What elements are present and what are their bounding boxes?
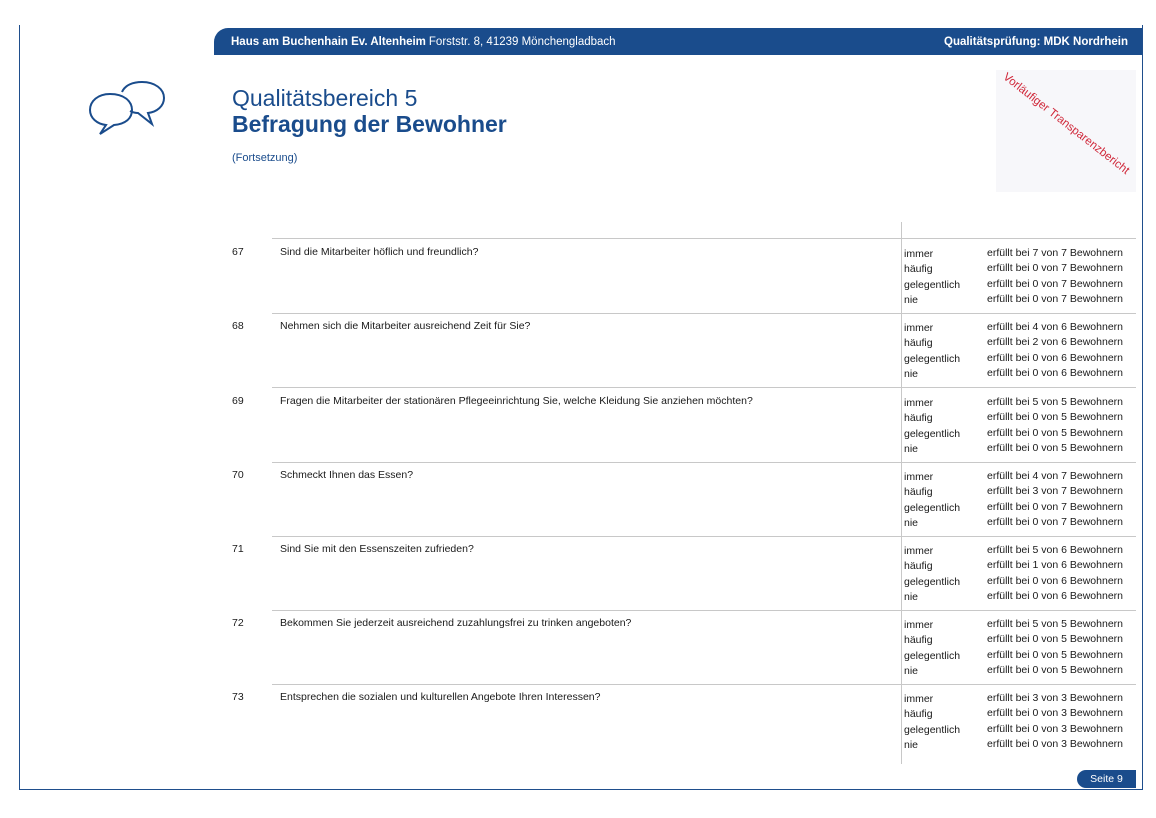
frequency-label: häufig [904,337,933,350]
result-text: erfüllt bei 0 von 3 Bewohnern [987,722,1124,735]
header-inspection-label: Qualitätsprüfung: MDK Nordrhein [944,35,1128,48]
facility-address: Forststr. 8, 41239 Mönchengladbach [428,35,616,48]
frequency-label: immer [904,693,934,705]
table-row [232,389,1136,463]
question-number: 69 [232,395,244,407]
result-text: erfüllt bei 3 von 3 Bewohnern [987,692,1124,704]
facility-name: Haus am Buchenhain Ev. Altenheim [231,35,426,48]
result-text: erfüllt bei 4 von 7 Bewohnern [987,470,1124,482]
result-text: erfüllt bei 3 von 7 Bewohnern [987,485,1124,498]
row-separator [272,387,1136,388]
frequency-label: gelegentlich [904,427,961,440]
result-text: erfüllt bei 0 von 3 Bewohnern [987,737,1124,750]
speech-bubbles-icon [88,80,168,136]
result-values [987,617,1123,678]
result-text: erfüllt bei 0 von 5 Bewohnern [987,441,1124,454]
question-text: Bekommen Sie jederzeit ausreichend zuzahlungsfrei zu trinken angeboten? [280,617,632,629]
result-text: erfüllt bei 0 von 5 Bewohnern [987,648,1124,661]
result-values [987,395,1123,456]
question-number: 70 [232,469,244,481]
frequency-label: gelegentlich [904,723,961,736]
frequency-label: nie [904,516,919,529]
result-values [987,691,1123,752]
result-text: erfüllt bei 0 von 6 Bewohnern [987,366,1124,379]
frequency-label: häufig [904,263,933,276]
question-text: Sind die Mitarbeiter höflich und freundlich? [280,246,479,258]
frequency-label: nie [904,442,919,455]
frequency-label: gelegentlich [904,649,961,662]
frequency-label: gelegentlich [904,501,961,514]
question-number: 71 [232,543,244,555]
result-text: erfüllt bei 2 von 6 Bewohnern [987,336,1124,349]
result-text: erfüllt bei 0 von 6 Bewohnern [987,351,1124,364]
question-text: Nehmen sich die Mitarbeiter ausreichend Zeit für Sie? [280,320,531,332]
frequency-label: nie [904,293,919,306]
result-text: erfüllt bei 0 von 5 Bewohnern [987,633,1124,646]
result-text: erfüllt bei 0 von 7 Bewohnern [987,292,1124,305]
page-number-badge: Seite 9 [1077,770,1136,788]
frequency-options [904,321,960,382]
result-values [987,543,1123,604]
continuation-label: (Fortsetzung) [232,152,298,164]
result-text: erfüllt bei 5 von 5 Bewohnern [987,618,1124,630]
result-text: erfüllt bei 0 von 6 Bewohnern [987,589,1124,602]
frequency-options [904,247,960,308]
result-text: erfüllt bei 1 von 6 Bewohnern [987,559,1124,572]
result-text: erfüllt bei 4 von 6 Bewohnern [987,321,1124,333]
result-values [987,469,1123,530]
question-number: 68 [232,320,244,332]
question-number: 72 [232,617,244,629]
question-text: Schmeckt Ihnen das Essen? [280,469,414,481]
table-row [232,463,1136,537]
frequency-label: häufig [904,634,933,647]
result-text: erfüllt bei 0 von 5 Bewohnern [987,411,1124,424]
frequency-label: immer [904,248,934,260]
result-text: erfüllt bei 0 von 5 Bewohnern [987,663,1124,676]
frequency-label: immer [904,619,934,631]
frequency-options [904,544,960,605]
result-text: erfüllt bei 0 von 7 Bewohnern [987,262,1124,275]
frequency-options [904,692,960,753]
frequency-label: immer [904,545,934,557]
result-text: erfüllt bei 0 von 7 Bewohnern [987,515,1124,528]
result-text: erfüllt bei 0 von 3 Bewohnern [987,707,1124,720]
frequency-options [904,470,960,531]
frequency-label: gelegentlich [904,352,961,365]
result-text: erfüllt bei 0 von 6 Bewohnern [987,574,1124,587]
result-text: erfüllt bei 7 von 7 Bewohnern [987,247,1124,259]
draft-watermark: Vorläufiger Transparenzbericht [1000,71,1132,177]
frequency-label: nie [904,367,919,380]
table-row [232,314,1136,388]
header-facility [231,36,616,48]
question-number: 67 [232,246,244,258]
frequency-label: gelegentlich [904,278,961,291]
frequency-label: häufig [904,560,933,573]
result-values [987,320,1123,381]
question-text: Fragen die Mitarbeiter der stationären Pflegeeinrichtung Sie, welche Kleidung Sie anziehen möchten? [280,395,753,407]
question-text: Sind Sie mit den Essenszeiten zufrieden? [280,543,474,555]
frequency-label: immer [904,471,934,483]
frequency-label: immer [904,322,934,334]
table-row [232,240,1136,314]
section-title-line1: Qualitätsbereich 5 [232,85,418,111]
question-text: Entsprechen die sozialen und kulturellen Angebote Ihren Interessen? [280,691,601,703]
result-text: erfüllt bei 0 von 7 Bewohnern [987,277,1124,290]
frequency-label: häufig [904,708,933,721]
frequency-options [904,396,960,457]
frequency-label: häufig [904,412,933,425]
frequency-label: nie [904,738,919,751]
result-text: erfüllt bei 5 von 5 Bewohnern [987,396,1124,408]
frequency-label: immer [904,397,934,409]
question-number: 73 [232,691,244,703]
frequency-label: nie [904,590,919,603]
table-row [232,537,1136,611]
header-bar [214,28,1142,55]
table-row [232,685,1136,759]
section-title-line2: Befragung der Bewohner [232,111,507,137]
frequency-label: gelegentlich [904,575,961,588]
section-title [232,86,507,138]
frequency-options [904,618,960,679]
table-row [232,611,1136,685]
frequency-label: häufig [904,486,933,499]
table-top-rule [272,238,1136,239]
frequency-label: nie [904,664,919,677]
result-text: erfüllt bei 0 von 5 Bewohnern [987,426,1124,439]
result-values [987,246,1123,307]
result-text: erfüllt bei 0 von 7 Bewohnern [987,500,1124,513]
result-text: erfüllt bei 5 von 6 Bewohnern [987,544,1124,556]
